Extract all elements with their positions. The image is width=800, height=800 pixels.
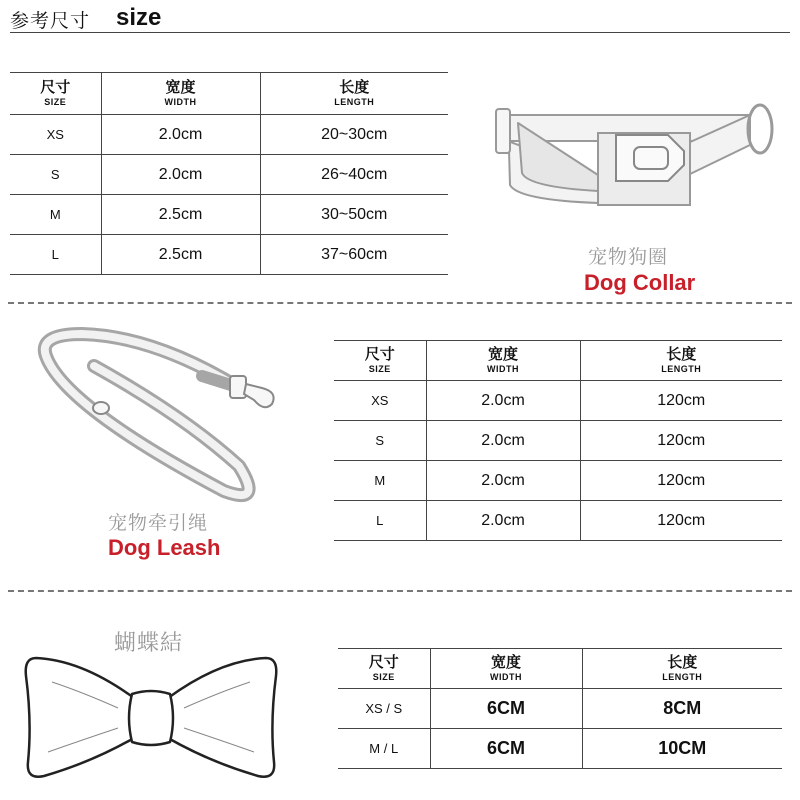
dog-leash-illustration	[34, 316, 284, 506]
table-row	[10, 235, 448, 275]
header-size: 尺寸 SIZE	[338, 649, 430, 689]
cell-width: 6CM	[430, 729, 582, 769]
cell-width: 2.5cm	[101, 235, 260, 275]
cell-width: 2.0cm	[101, 115, 260, 155]
table-header-row	[10, 73, 448, 115]
table-row	[338, 689, 782, 729]
header-size: 尺寸 SIZE	[334, 341, 426, 381]
cell-width: 2.5cm	[101, 195, 260, 235]
bowtie-illustration	[22, 652, 282, 787]
bowtie-caption-cn: 蝴蝶結	[114, 631, 184, 656]
collar-size-table	[10, 72, 448, 275]
cell-length: 120cm	[580, 381, 782, 421]
cell-width: 2.0cm	[101, 155, 260, 195]
section-divider	[8, 302, 792, 304]
cell-width: 2.0cm	[426, 501, 580, 541]
cell-width: 2.0cm	[426, 381, 580, 421]
cell-length: 30~50cm	[260, 195, 448, 235]
leash-caption-cn: 宠物牵引绳	[108, 512, 209, 534]
leash-size-table	[334, 340, 782, 541]
cell-size: S	[334, 421, 426, 461]
table-row	[10, 155, 448, 195]
header-length: 长度 LENGTH	[260, 73, 448, 115]
page-header	[10, 2, 790, 33]
cell-size: M	[10, 195, 101, 235]
table-row	[338, 729, 782, 769]
table-header-row	[334, 341, 782, 381]
table-row	[334, 381, 782, 421]
cell-width: 6CM	[430, 689, 582, 729]
dog-collar-illustration	[488, 95, 778, 235]
section-divider	[8, 590, 792, 592]
table-row	[334, 421, 782, 461]
cell-size: XS / S	[338, 689, 430, 729]
header-length: 长度 LENGTH	[580, 341, 782, 381]
cell-length: 120cm	[580, 461, 782, 501]
bowtie-size-table	[338, 648, 782, 769]
cell-length: 26~40cm	[260, 155, 448, 195]
table-row	[334, 461, 782, 501]
header-title-cn: 参考尺寸	[10, 10, 91, 32]
cell-width: 2.0cm	[426, 421, 580, 461]
header-length: 长度 LENGTH	[582, 649, 782, 689]
table-row	[334, 501, 782, 541]
header-width: 宽度 WIDTH	[426, 341, 580, 381]
cell-size: L	[334, 501, 426, 541]
cell-length: 8CM	[582, 689, 782, 729]
cell-length: 37~60cm	[260, 235, 448, 275]
cell-size: M / L	[338, 729, 430, 769]
cell-length: 120cm	[580, 421, 782, 461]
cell-length: 10CM	[582, 729, 782, 769]
cell-size: S	[10, 155, 101, 195]
table-row	[10, 195, 448, 235]
cell-size: XS	[334, 381, 426, 421]
cell-size: XS	[10, 115, 101, 155]
header-width: 宽度 WIDTH	[101, 73, 260, 115]
header-width: 宽度 WIDTH	[430, 649, 582, 689]
collar-caption-cn: 宠物狗圈	[588, 246, 669, 268]
cell-length: 120cm	[580, 501, 782, 541]
header-title-en: size	[116, 4, 162, 31]
collar-caption-en: Dog Collar	[584, 270, 696, 295]
table-row	[10, 115, 448, 155]
cell-width: 2.0cm	[426, 461, 580, 501]
cell-size: M	[334, 461, 426, 501]
cell-size: L	[10, 235, 101, 275]
leash-caption-en: Dog Leash	[108, 535, 221, 560]
table-header-row	[338, 649, 782, 689]
header-size: 尺寸 SIZE	[10, 73, 101, 115]
cell-length: 20~30cm	[260, 115, 448, 155]
